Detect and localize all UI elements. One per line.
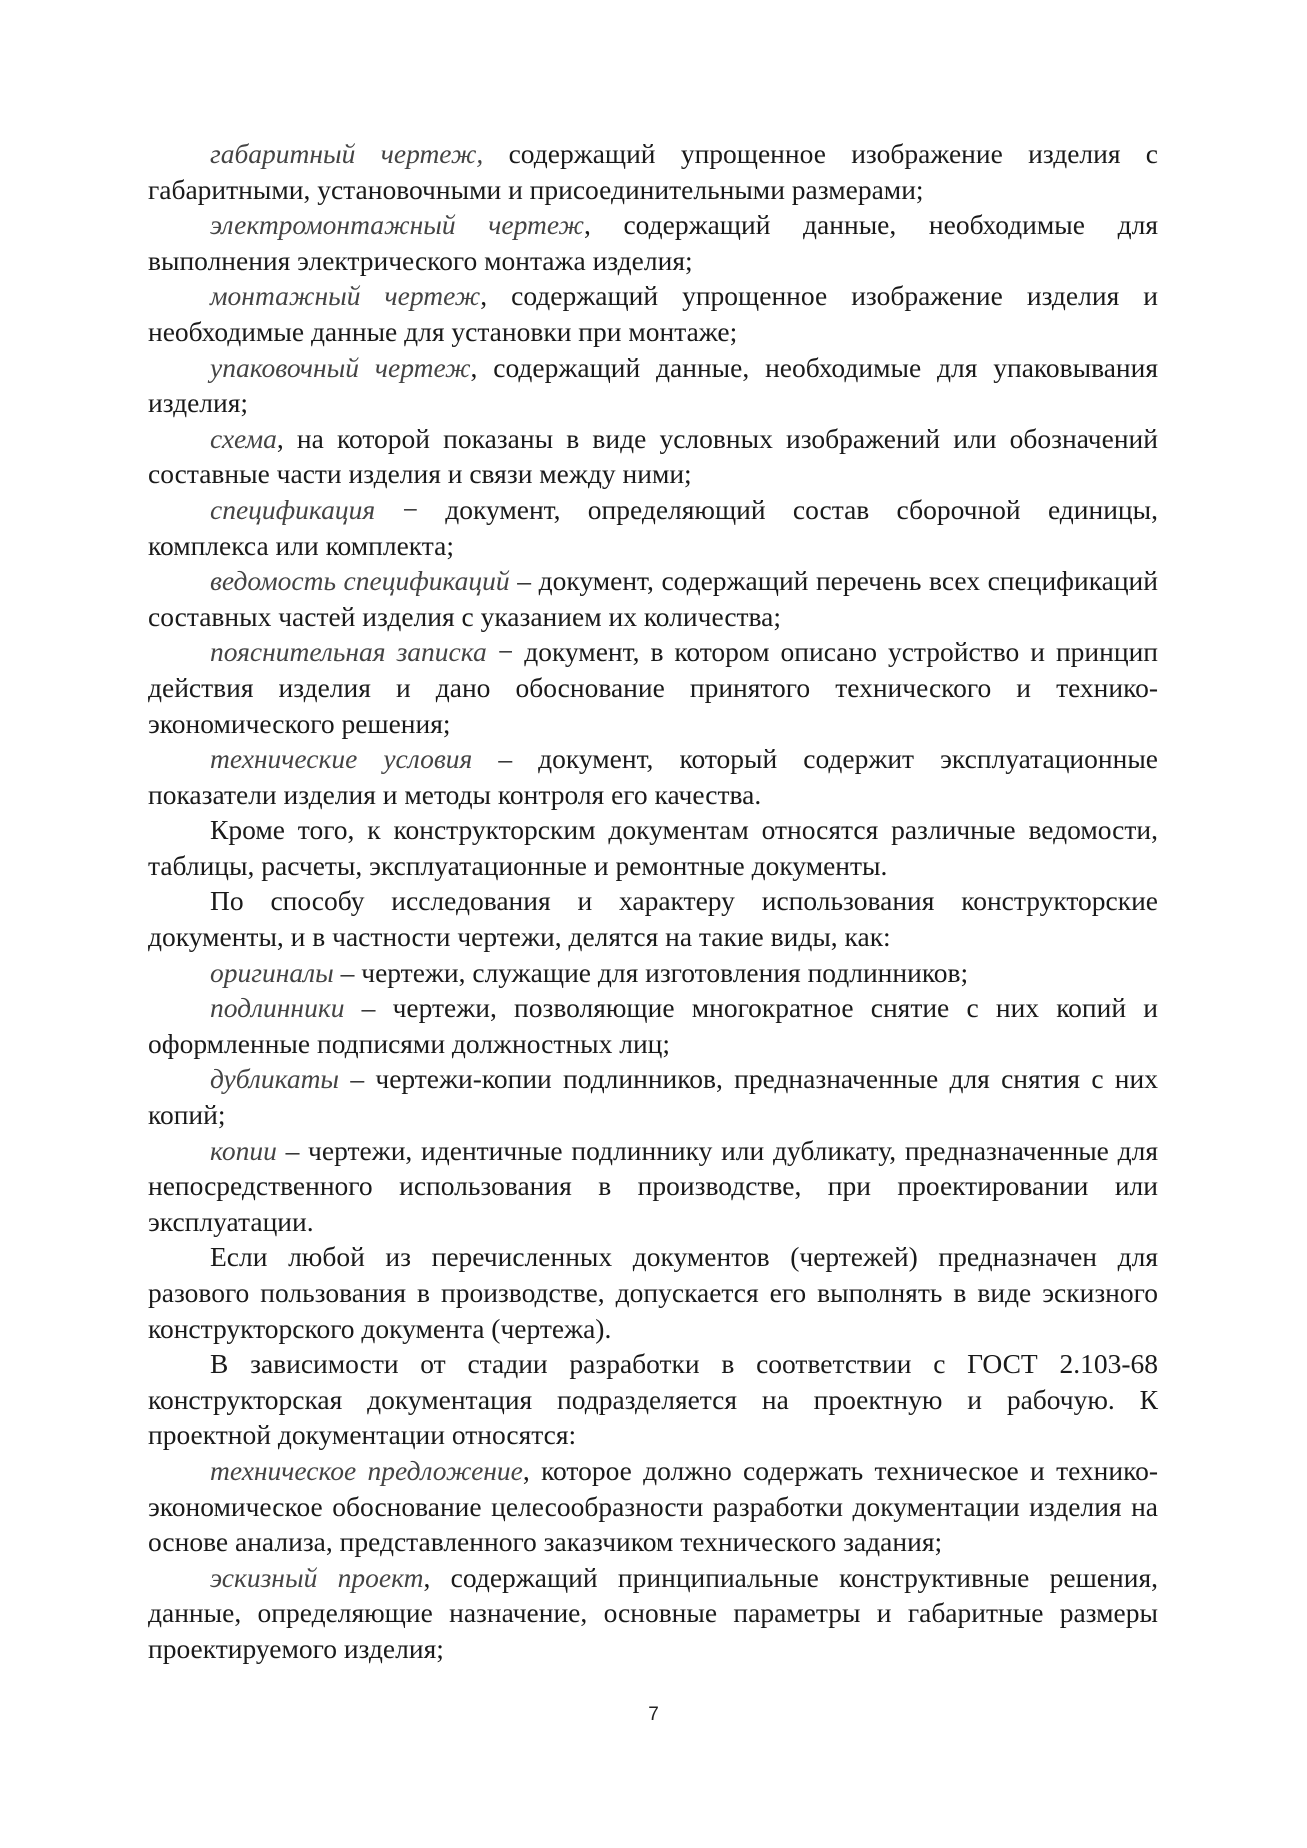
paragraph-text: В зависимости от стадии разработки в соответствии с ГОСТ 2.103-68 конструкторская документация подразделяется на проектную и рабочую. К проектной документации относятся: (148, 1348, 1158, 1451)
paragraph-upakovochny (148, 350, 1158, 421)
term: подлинники (210, 992, 345, 1024)
paragraph-text: – документ, который содержит эксплуатационные показатели изделия и методы контроля его качества. (148, 743, 1158, 810)
term: оригиналы (210, 956, 334, 988)
paragraph-text: , содержащий данные, необходимые для выполнения электрического монтажа изделия; (148, 209, 1158, 276)
paragraph-podlinniki (148, 990, 1158, 1061)
paragraph-originaly (148, 955, 1158, 991)
paragraph-esli-lyuboy (148, 1239, 1158, 1346)
paragraph-text: По способу исследования и характеру использования конструкторские документы, и в частности чертежи, делятся на такие виды, как: (148, 885, 1158, 953)
paragraph-text: содержащий упрощенное изображение изделия с габаритными, установочными и присоединительными размерами; (148, 138, 1158, 205)
paragraph-poyasnitelnaya (148, 634, 1158, 741)
paragraph-skhema (148, 421, 1158, 492)
term: электромонтажный чертеж (210, 209, 584, 241)
paragraph-text: − документ, определяющий состав сборочной единицы, комплекса или комплекта; (148, 493, 1158, 561)
paragraph-text: Кроме того, к конструкторским документам относятся различные ведомости, таблицы, расчеты, эксплуатационные и ремонтные документы. (148, 814, 1158, 881)
paragraph-tekhnicheskoe-predlozhenie (148, 1453, 1158, 1560)
paragraph-text: , на которой показаны в виде условных изображений или обозначений составные части изделия и связи между ними; (148, 422, 1158, 490)
term: схема (210, 422, 277, 454)
term: упаковочный чертеж (210, 351, 471, 383)
paragraph-text: , содержащий принципиальные конструктивные решения, данные, определяющие назначение, основные параметры и габаритные размеры проектируемого изделия; (148, 1561, 1158, 1664)
term: техническое предложение (210, 1454, 523, 1486)
page-number: 7 (648, 1704, 659, 1725)
term: копии (210, 1134, 277, 1166)
paragraph-dublikaty (148, 1061, 1158, 1132)
paragraph-tekhnicheskie-usloviya (148, 741, 1158, 812)
term: эскизный проект (210, 1561, 424, 1593)
page-body (148, 136, 1158, 1667)
paragraph-krome-togo (148, 812, 1158, 883)
paragraph-text: – чертежи, позволяющие многократное снятие с них копий и оформленные подписями должностных лиц; (148, 992, 1158, 1059)
term: ведомость спецификаций (210, 565, 510, 597)
paragraph-text: – чертежи, идентичные подлиннику или дубликату, предназначенные для непосредственного использования в производстве, при проектировании или эксплуатации. (148, 1134, 1158, 1237)
paragraph-eskizny-proekt (148, 1560, 1158, 1667)
term: монтажный чертеж (210, 280, 481, 312)
term: дубликаты (210, 1063, 340, 1095)
paragraph-specifikaciya (148, 492, 1158, 563)
paragraph-text: − документ, в котором описано устройство и принцип действия изделия и дано обоснование принятого технического и технико-экономического решения; (148, 636, 1159, 739)
term: пояснительная записка (210, 636, 487, 668)
paragraph-text: – документ, содержащий перечень всех спецификаций составных частей изделия с указанием их количества; (148, 565, 1158, 632)
term: технические условия (210, 743, 473, 775)
paragraph-text: , которое должно содержать техническое и технико-экономическое обоснование целесообразности разработки документации изделия на основе анализа, представленного заказчиком технического задания; (148, 1454, 1158, 1558)
paragraph-text: – чертежи-копии подлинников, предназначенные для снятия с них копий; (148, 1063, 1158, 1131)
paragraph-kopii (148, 1133, 1158, 1240)
term: габаритный чертеж, (210, 138, 484, 169)
paragraph-text: Если любой из перечисленных документов (чертежей) предназначен для разового пользования в производстве, допускается его выполнять в виде эскизного конструкторского документа (чертежа). (148, 1241, 1158, 1344)
paragraph-vedomost (148, 563, 1158, 634)
paragraph-v-zavisimosti (148, 1346, 1158, 1453)
paragraph-text: , содержащий данные, необходимые для упаковывания изделия; (148, 351, 1158, 419)
paragraph-gabaritny (148, 136, 1158, 207)
paragraph-text: , содержащий упрощенное изображение изделия и необходимые данные для установки при монтаже; (148, 280, 1158, 347)
paragraph-elektromontazhny (148, 207, 1158, 278)
paragraph-text: – чертежи, служащие для изготовления подлинников; (333, 956, 969, 988)
paragraph-po-sposobu (148, 883, 1158, 954)
term: спецификация (210, 493, 376, 525)
paragraph-montazhny (148, 278, 1158, 349)
